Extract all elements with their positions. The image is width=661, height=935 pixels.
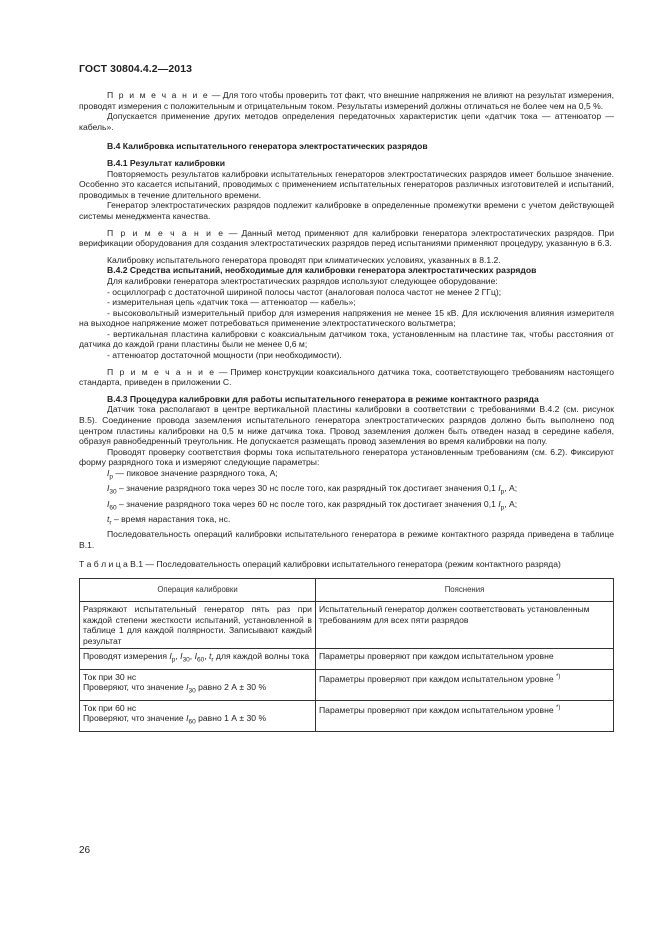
calibration-table (79, 578, 614, 732)
table-row (80, 649, 614, 669)
heading-b41: В.4.1 Результат калибровки (107, 157, 226, 168)
table-row (80, 602, 614, 649)
table-cell: Проводят измерения $I_p$, $I_{30}$, $I_{60}$, $t_r$ для каждой волны тока (80, 649, 316, 669)
equipment-item: - высоковольтный измерительный прибор для измерения напряжения не менее 15 кВ. Для исключения влияния измерителя на выходное напряжение может потребоваться применение электростатического вольтметра; (79, 307, 614, 329)
document-header: ГОСТ 30804.4.2—2013 (79, 63, 193, 75)
page-number: 26 (79, 845, 91, 856)
paragraph-b43-2: Проводят проверку соответствия формы тока испытательного генератора установленным требованиям (см. 6.2). Фиксируют форму разрядного тока и измеряют следующие параметры: (79, 446, 614, 468)
heading-b42: В.4.2 Средства испытаний, необходимые для калибровки генератора электростатических разрядов (107, 265, 537, 276)
table-cell: Параметры проверяют при каждом испытательном уровне *) (316, 700, 614, 731)
heading-b43: В.4.3 Процедура калибровки для работы испытательного генератора в режиме контактного разряда (107, 393, 539, 404)
note-1: П р и м е ч а н и е — Для того чтобы проверить тот факт, что внешние напряжения не влияют на результат измерения, проводят измерения с положительным и отрицательным током. Результаты измерений должны отличаться не более чем на 0,5 %. (79, 90, 614, 111)
column-header: Операция калибровки (80, 579, 316, 602)
table-caption: Т а б л и ц а В.1 — Последовательность операций калибровки испытательного генератора (режим контактного разряда) (79, 559, 561, 570)
paragraph-b42-intro: Для калибровки генератора электростатических разрядов используют следующее оборудование: (107, 275, 498, 286)
table-cell: Параметры проверяют при каждом испытательном уровне *) (316, 669, 614, 700)
paragraph-b41-2: Генератор электростатических разрядов подлежит калибровке в определенные промежутки времени с учетом действующей системы менеджмента качества. (79, 200, 614, 221)
heading-b4: В.4 Калибровка испытательного генератора электростатических разрядов (107, 141, 428, 152)
table-row (80, 669, 614, 700)
table-cell: Ток при 30 нс Проверяют, что значение $I_{30}$ равно 2 А ± 30 % (80, 669, 316, 700)
table-cell: Ток при 60 нс Проверяют, что значение $I_{60}$ равно 1 А ± 30 % (80, 700, 316, 731)
equipment-item: - вертикальная пластина калибровки с коаксиальным датчиком тока, установленным на пластине так, чтобы расстояния от датчика до каждой грани пластины были не менее 0,6 м; (79, 328, 614, 350)
paragraph-sequence: Последовательность операций калибровки испытательного генератора в режиме контактного разряда приведена в таблице В.1. (79, 529, 614, 550)
table-row (80, 700, 614, 731)
param-i30: $I_{30}$ – значение разрядного тока через 30 нс после того, как разрядный ток достигает значения 0,1 $I_p$, А; (107, 483, 518, 497)
table-header-row (80, 579, 614, 602)
equipment-item: - измерительная цепь «датчик тока — аттенюатор — кабель»; (107, 297, 356, 308)
page-body (79, 90, 614, 732)
table-cell: Испытательный генератор должен соответствовать установленным требованиям для всех пяти разрядов (316, 602, 614, 649)
param-ip: $I_p$ — пиковое значение разрядного тока, А; (107, 468, 278, 481)
paragraph-methods: Допускается применение других методов определения передаточных характеристик цепи «датчик тока — аттенюатор — кабель». (79, 111, 614, 132)
param-tr: $t_r$ – время нарастания тока, нс. (107, 513, 231, 527)
table-cell: Разряжают испытательный генератор пять раз при каждой степени жесткости испытаний, установленной в таблице 1 для каждой полярности. Записывают каждый результат (80, 602, 316, 649)
paragraph-climate: Калибровку испытательного генератора проводят при климатических условиях, указанных в 8.1.2. (107, 254, 501, 265)
equipment-item: - осциллограф с достаточной шириной полосы частот (аналоговая полоса частот не менее 2 ГГц); (107, 286, 502, 297)
paragraph-b43-1: Датчик тока располагают в центре вертикальной пластины калибровки в соответствии с требованиями В.4.2 (см. рисунок В.5). Соединение провода заземления испытательного генератора электростатических разрядов должно быть выполнено под центром пластины калибровки на 0,5 м ниже датчика тока. Провод заземления должен быть отведен назад в середине кабеля, образуя равнобедренный треугольник. Не допускается размещать провод заземления во время калибровки на полу. (79, 404, 614, 447)
equipment-item: - аттенюатор достаточной мощности (при необходимости). (107, 350, 342, 361)
table-cell: Параметры проверяют при каждом испытательном уровне (316, 649, 614, 669)
param-i60: $I_{60}$ – значение разрядного тока через 60 нс после того, как разрядный ток достигает значения 0,1 $I_p$, А; (107, 498, 518, 512)
note-2: П р и м е ч а н и е — Данный метод применяют для калибровки генератора электростатических разрядов. При верификации оборудования для создания электростатических разрядов перед испытаниями применяют процедуру, указанную в 6.3. (79, 227, 614, 249)
note-3: П р и м е ч а н и е — Пример конструкции коаксиального датчика тока, соответствующего требованиям настоящего стандарта, приведен в приложении С. (79, 366, 615, 388)
column-header: Пояснения (316, 579, 614, 602)
paragraph-b41-1: Повторяемость результатов калибровки испытательных генераторов электростатических разрядов имеет большое значение. Особенно это касается испытаний, проводимых с применением испытательных генераторов различных изготовителей и испытаний, проводимых в течение длительного времени. (79, 168, 614, 200)
